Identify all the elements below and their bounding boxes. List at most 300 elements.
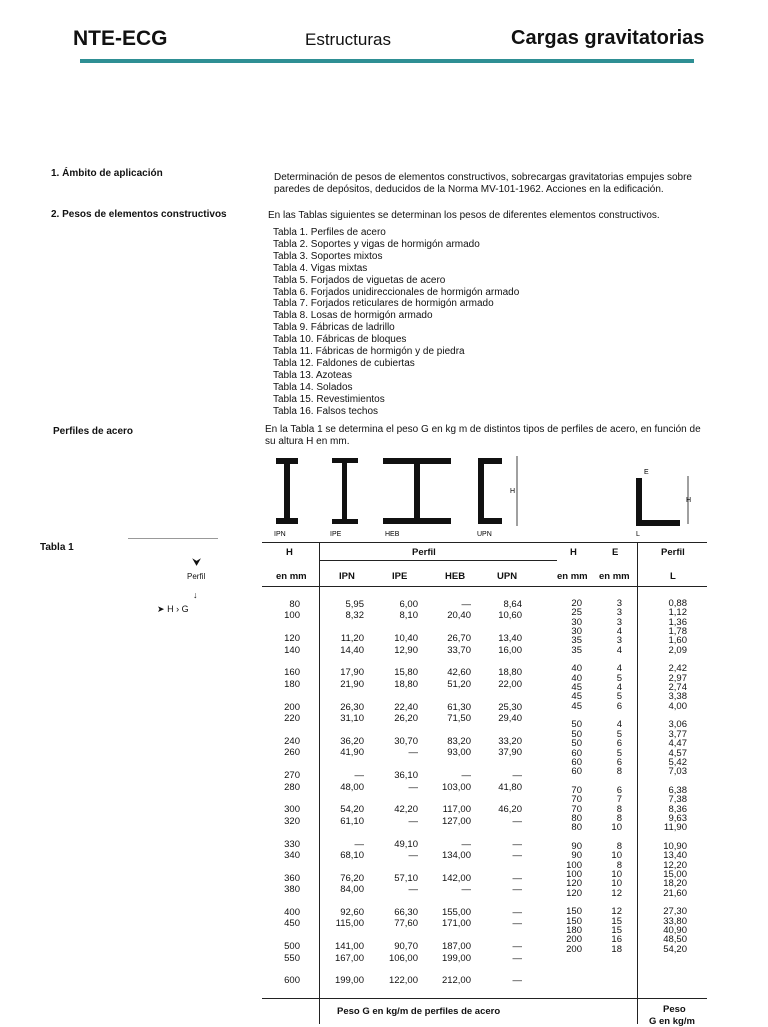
table-cell: 220 <box>284 713 300 725</box>
legend-arrow-right-icon: › <box>176 604 180 614</box>
table-cell: 36,20 <box>340 735 364 747</box>
table-cell: 117,00 <box>442 804 471 816</box>
table-cell <box>422 656 471 667</box>
table-cell: 12,20 <box>663 859 687 871</box>
legend-arrow-icon: ⮟ <box>192 557 202 569</box>
table-cell: 3 <box>616 607 622 619</box>
table-cell: 167,00 <box>334 952 364 964</box>
table-cell: 10 <box>611 850 622 862</box>
table-cell <box>474 690 522 701</box>
table-cell <box>322 827 364 838</box>
table-cell <box>422 793 471 804</box>
legend-chevron-icon: ➤ <box>157 604 165 614</box>
table-cell <box>372 964 418 975</box>
table-cell: 380 <box>284 884 300 896</box>
table-cell: 57,10 <box>394 872 418 884</box>
table-cell: — <box>512 918 522 930</box>
table-cell: 1,12 <box>668 607 687 619</box>
table-cell: 68,10 <box>340 849 364 861</box>
table-cell: 360 <box>284 872 300 884</box>
table-cell <box>322 793 364 804</box>
right-header-h: H <box>570 547 577 558</box>
table-cell: 150 <box>566 915 582 927</box>
legend-arrow-small-icon: ↓ <box>193 590 198 600</box>
table-cell <box>372 724 418 735</box>
document-section: Estructuras <box>305 30 391 49</box>
table-cell: 12,90 <box>394 644 418 656</box>
right-bottom-rule <box>557 998 707 999</box>
table-cell <box>422 964 471 975</box>
table-cell: 31,10 <box>340 713 364 725</box>
table-cell <box>474 724 522 735</box>
table-cell <box>372 861 418 872</box>
table-cell: 27,30 <box>663 906 687 918</box>
table-cell <box>474 964 522 975</box>
table-cell: 320 <box>284 815 300 827</box>
table-cell: 3 <box>616 635 622 647</box>
table-cell: 8 <box>616 812 622 824</box>
table-cell <box>322 896 364 907</box>
table-cell <box>372 690 418 701</box>
table-cell: 6 <box>616 784 622 796</box>
section-1-text-line-1: Determinación de pesos de elementos constructivos, sobrecargas gravitatorias empujes sobre <box>274 172 692 183</box>
table-index-item: Tabla 1. Perfiles de acero <box>273 227 386 238</box>
table-cell: 33,80 <box>663 915 687 927</box>
table-cell: 10 <box>611 868 622 880</box>
table-cell <box>422 930 471 941</box>
table-cell: 8,10 <box>399 610 418 622</box>
table-cell: — <box>512 884 522 896</box>
legend-g: G <box>181 604 189 614</box>
right-header-h-unit: en mm <box>557 571 588 582</box>
table-cell: 80 <box>289 599 300 610</box>
table-cell <box>474 861 522 872</box>
table-cell: 35 <box>571 644 582 656</box>
section-1-text-line-2: paredes de depósitos, deducidos de la Norma MV-101-1962. Acciones en la edificación. <box>274 184 664 195</box>
table-cell: 25,30 <box>498 701 522 713</box>
figure-l-e-label: E <box>644 469 649 476</box>
steel-profiles-figure <box>270 450 530 540</box>
table-index-item: Tabla 10. Fábricas de bloques <box>273 334 407 346</box>
table-cell: 187,00 <box>441 941 471 953</box>
table-index-item: Tabla 9. Fábricas de ladrillo <box>273 322 395 334</box>
header-ipe: IPE <box>392 571 408 582</box>
table-cell: 33,70 <box>447 644 471 656</box>
table-cell <box>422 759 471 770</box>
table-cell: 20,40 <box>447 610 471 622</box>
table-cell: 18,80 <box>394 678 418 690</box>
table-cell: — <box>512 941 522 953</box>
table-cell <box>422 861 471 872</box>
table-cell: 48,50 <box>663 934 687 946</box>
table-cell: 120 <box>566 887 582 899</box>
table-cell <box>262 759 300 770</box>
table-index-item: Tabla 16. Falsos techos <box>273 405 379 417</box>
column-l-peso <box>642 599 687 954</box>
header-heb: HEB <box>445 571 466 582</box>
table-cell <box>262 724 300 735</box>
table-cell: 54,20 <box>340 804 364 816</box>
table-cell: 340 <box>284 849 300 861</box>
table-index-item: Tabla 6. Forjados unidireccionales de hormigón armado <box>273 286 520 298</box>
table-cell: 70 <box>571 784 582 796</box>
table-cell: 45 <box>571 682 582 694</box>
table-cell: 8,36 <box>668 803 687 815</box>
table-cell: — <box>461 770 471 782</box>
table-cell: 200 <box>566 934 582 946</box>
table-cell: 45 <box>571 691 582 703</box>
table-cell: 4,47 <box>668 738 687 750</box>
table-cell: — <box>461 599 471 610</box>
table-cell: 80 <box>571 822 582 834</box>
table-cell: 6 <box>616 756 622 768</box>
section-2-text: En las Tablas siguientes se determinan los pesos de diferentes elementos constructivos. <box>268 210 660 221</box>
right-header-rule <box>557 586 707 587</box>
table-cell <box>322 656 364 667</box>
table-cell: — <box>408 747 418 759</box>
table-cell: — <box>461 838 471 850</box>
table-cell: 9,63 <box>668 812 687 824</box>
table-1-caption: Tabla 1 <box>40 542 74 553</box>
table-cell: 8 <box>616 859 622 871</box>
table-cell: 15 <box>611 925 622 937</box>
table-cell: 18 <box>611 943 622 955</box>
table-cell <box>262 656 300 667</box>
table-cell: 42,60 <box>447 667 471 679</box>
table-cell <box>322 930 364 941</box>
table-cell <box>372 896 418 907</box>
table-cell: 92,60 <box>340 906 364 918</box>
table-index-list <box>273 227 519 418</box>
table-cell: 14,40 <box>340 644 364 656</box>
steel-profiles-table <box>262 542 557 1024</box>
table-index-item: Tabla 3. Soportes mixtos <box>273 250 383 262</box>
table-cell: 50 <box>571 719 582 731</box>
header-rule <box>80 59 694 63</box>
table-cell <box>372 759 418 770</box>
column-ipe <box>372 599 418 987</box>
table-cell: 51,20 <box>447 678 471 690</box>
table-cell: 16 <box>611 934 622 946</box>
table-cell <box>474 827 522 838</box>
table-cell: 15 <box>611 915 622 927</box>
table-cell: 140 <box>284 644 300 656</box>
figure-l-label: L <box>636 531 640 538</box>
header-perfil: Perfil <box>412 547 436 558</box>
table-cell: 12 <box>611 906 622 918</box>
right-header-perfil: Perfil <box>661 547 685 558</box>
table-cell: 2,97 <box>668 672 687 684</box>
table-cell <box>322 690 364 701</box>
table-cell <box>422 622 471 633</box>
table-cell: 30,70 <box>394 735 418 747</box>
table-cell: 40 <box>571 672 582 684</box>
table-cell: 122,00 <box>388 975 418 987</box>
table-cell: 93,00 <box>447 747 471 759</box>
angle-profiles-table <box>557 542 707 1027</box>
table-cell: 10 <box>611 878 622 890</box>
table-cell: 3 <box>616 616 622 628</box>
table-cell <box>372 827 418 838</box>
upn-label: UPN <box>477 531 492 538</box>
table-cell: 35 <box>571 635 582 647</box>
table-cell: 180 <box>284 678 300 690</box>
table-cell: 33,20 <box>498 735 522 747</box>
table-cell: 240 <box>284 735 300 747</box>
section-1-label: 1. Ámbito de aplicación <box>51 168 163 179</box>
table-cell: — <box>408 849 418 861</box>
table-cell: 50 <box>571 728 582 740</box>
table-cell: — <box>408 815 418 827</box>
table-index-item: Tabla 15. Revestimientos <box>273 393 385 405</box>
legend-rule <box>128 538 218 539</box>
table-cell: 40 <box>571 663 582 675</box>
table-index-item: Tabla 14. Solados <box>273 381 353 393</box>
table-cell: 212,00 <box>441 975 471 987</box>
table-cell <box>474 896 522 907</box>
ipe-profile-shape <box>332 458 358 524</box>
table-cell: 550 <box>284 952 300 964</box>
table-cell: 150 <box>566 906 582 918</box>
table-cell: 41,80 <box>498 781 522 793</box>
table-cell: 41,90 <box>340 747 364 759</box>
l-profile-shape <box>636 478 680 526</box>
table-cell: 2,74 <box>668 682 687 694</box>
column-l-h <box>557 599 582 954</box>
table-index-item: Tabla 8. Losas de hormigón armado <box>273 310 433 322</box>
table-cell: 5,95 <box>345 599 364 610</box>
table-cell: 13,40 <box>498 633 522 645</box>
table-cell: 16,00 <box>498 644 522 656</box>
table-cell: 120 <box>284 633 300 645</box>
table-cell: 5 <box>616 672 622 684</box>
table-cell: 8 <box>616 766 622 778</box>
table-cell: 90 <box>571 850 582 862</box>
table-cell: 127,00 <box>441 815 471 827</box>
table-cell: 6,38 <box>668 784 687 796</box>
table-cell: — <box>512 770 522 782</box>
table-cell: 48,00 <box>340 781 364 793</box>
table-cell: 2,42 <box>668 663 687 675</box>
ipe-label: IPE <box>330 531 342 538</box>
table-cell: 29,40 <box>498 713 522 725</box>
table-cell: 500 <box>284 941 300 953</box>
table-cell: 21,90 <box>340 678 364 690</box>
table-cell: 1,36 <box>668 616 687 628</box>
legend-h: H <box>167 604 174 614</box>
column-h <box>262 599 300 987</box>
table-cell <box>474 930 522 941</box>
table-cell <box>422 827 471 838</box>
table-cell: 11,20 <box>340 633 364 645</box>
table-cell: 3,77 <box>668 728 687 740</box>
table-cell: 26,20 <box>394 713 418 725</box>
table-cell: 200 <box>566 943 582 955</box>
table-cell: 1,60 <box>668 635 687 647</box>
table-cell: 400 <box>284 906 300 918</box>
table-cell <box>322 861 364 872</box>
table-cell: 5 <box>616 728 622 740</box>
table-index-item: Tabla 11. Fábricas de hormigón y de piedra <box>273 346 465 358</box>
table-cell: 30 <box>571 626 582 638</box>
table-cell: — <box>354 770 364 782</box>
table-cell: — <box>512 838 522 850</box>
table-cell <box>262 896 300 907</box>
table-cell: 36,10 <box>394 770 418 782</box>
right-column-divider <box>637 542 638 1024</box>
document-code: NTE-ECG <box>73 27 168 50</box>
table-cell: 66,30 <box>394 906 418 918</box>
table-cell: 3 <box>616 598 622 609</box>
table-cell <box>262 861 300 872</box>
figure-h-label: H <box>510 488 516 495</box>
table-cell: 15,80 <box>394 667 418 679</box>
table-cell <box>474 656 522 667</box>
table-cell: 26,70 <box>447 633 471 645</box>
table-cell <box>322 724 364 735</box>
table-cell: 600 <box>284 975 300 987</box>
table-cell: 450 <box>284 918 300 930</box>
document-title: Cargas gravitatorias <box>511 27 705 49</box>
angle-profile-figure <box>628 466 698 538</box>
table-cell: 21,60 <box>663 887 687 899</box>
table-column-divider <box>319 542 320 1024</box>
table-cell: 10 <box>611 822 622 834</box>
table-cell: 3,38 <box>668 691 687 703</box>
table-cell: 5 <box>616 691 622 703</box>
table-cell: — <box>512 975 522 987</box>
table-cell: 22,00 <box>498 678 522 690</box>
table-cell: 25 <box>571 607 582 619</box>
table-cell: 120 <box>566 878 582 890</box>
table-cell: 4 <box>616 663 622 675</box>
table-cell: 200 <box>284 701 300 713</box>
table-subheader-rule <box>319 560 557 561</box>
table-cell: — <box>512 952 522 964</box>
table-cell: 100 <box>566 868 582 880</box>
table-cell: 141,00 <box>334 941 364 953</box>
table-cell: 7,03 <box>668 766 687 778</box>
table-cell: 4 <box>616 644 622 656</box>
legend-h-g <box>157 604 189 615</box>
table-cell: 18,80 <box>498 667 522 679</box>
table-cell <box>372 656 418 667</box>
right-footer-1: Peso <box>663 1004 686 1015</box>
table-cell: 7 <box>616 794 622 806</box>
table-cell: 37,90 <box>498 747 522 759</box>
column-upn <box>474 599 522 987</box>
table-cell: 15,00 <box>663 868 687 880</box>
section-3-label: Perfiles de acero <box>53 426 134 437</box>
table-cell <box>322 759 364 770</box>
table-footer: Peso G en kg/m de perfiles de acero <box>337 1006 501 1017</box>
table-cell: 4 <box>616 719 622 731</box>
table-index-item: Tabla 5. Forjados de viguetas de acero <box>273 274 446 286</box>
heb-profile-shape <box>383 458 451 524</box>
table-cell: 3,06 <box>668 719 687 731</box>
table-cell: 199,00 <box>441 952 471 964</box>
table-top-rule <box>262 542 557 543</box>
table-cell <box>322 964 364 975</box>
table-cell <box>262 622 300 633</box>
table-cell: 54,20 <box>663 943 687 955</box>
table-cell <box>262 827 300 838</box>
legend-perfil: Perfil <box>187 572 206 581</box>
table-cell: 40,90 <box>663 925 687 937</box>
table-cell: — <box>512 906 522 918</box>
table-cell: — <box>408 781 418 793</box>
table-cell: 10,90 <box>663 840 687 852</box>
table-cell: 49,10 <box>394 838 418 850</box>
header-upn: UPN <box>497 571 518 582</box>
table-bottom-rule <box>262 998 557 999</box>
table-cell: 10,60 <box>498 610 522 622</box>
table-cell: — <box>512 872 522 884</box>
table-cell: 4,57 <box>668 747 687 759</box>
header-h: H <box>286 547 293 558</box>
table-cell: 6 <box>616 700 622 712</box>
table-cell: 6,00 <box>399 599 418 610</box>
table-cell: 50 <box>571 738 582 750</box>
table-cell: 6 <box>616 738 622 750</box>
table-cell <box>262 793 300 804</box>
table-cell: 8,64 <box>503 599 522 610</box>
table-cell: 8 <box>616 803 622 815</box>
table-cell: 10,40 <box>394 633 418 645</box>
table-cell <box>322 622 364 633</box>
table-cell: 100 <box>566 859 582 871</box>
right-top-rule <box>557 542 707 543</box>
table-cell: 5 <box>616 747 622 759</box>
table-cell: 83,20 <box>447 735 471 747</box>
table-cell: 61,30 <box>447 701 471 713</box>
table-cell <box>372 930 418 941</box>
table-index-item: Tabla 13. Azoteas <box>273 369 352 381</box>
right-header-e: E <box>612 547 619 558</box>
table-cell: 46,20 <box>498 804 522 816</box>
table-cell <box>262 690 300 701</box>
right-header-e-unit: en mm <box>599 571 630 582</box>
table-cell <box>422 690 471 701</box>
table-cell: 76,20 <box>340 872 364 884</box>
table-cell: 330 <box>284 838 300 850</box>
table-cell: 155,00 <box>441 906 471 918</box>
table-cell: 26,30 <box>340 701 364 713</box>
heb-label: HEB <box>385 531 400 538</box>
figure-l-h-label: H <box>686 497 692 504</box>
table-cell: 80 <box>571 812 582 824</box>
table-cell: 115,00 <box>335 918 364 930</box>
column-l-e <box>587 599 622 954</box>
table-cell: 4,00 <box>668 700 687 712</box>
table-cell: 142,00 <box>441 872 471 884</box>
table-cell: — <box>354 838 364 850</box>
table-header-rule <box>262 586 557 587</box>
table-cell: 260 <box>284 747 300 759</box>
table-cell: 160 <box>284 667 300 679</box>
table-cell <box>474 759 522 770</box>
table-cell <box>262 930 300 941</box>
table-cell <box>474 622 522 633</box>
header-h-unit: en mm <box>276 571 307 582</box>
table-cell: 1,78 <box>668 626 687 638</box>
table-cell: 5,42 <box>668 756 687 768</box>
table-cell: 100 <box>284 610 300 622</box>
table-cell: 8 <box>616 840 622 852</box>
ipn-profile-shape <box>276 458 298 524</box>
table-index-item: Tabla 4. Vigas mixtas <box>273 262 368 274</box>
table-cell: 2,09 <box>668 644 687 656</box>
